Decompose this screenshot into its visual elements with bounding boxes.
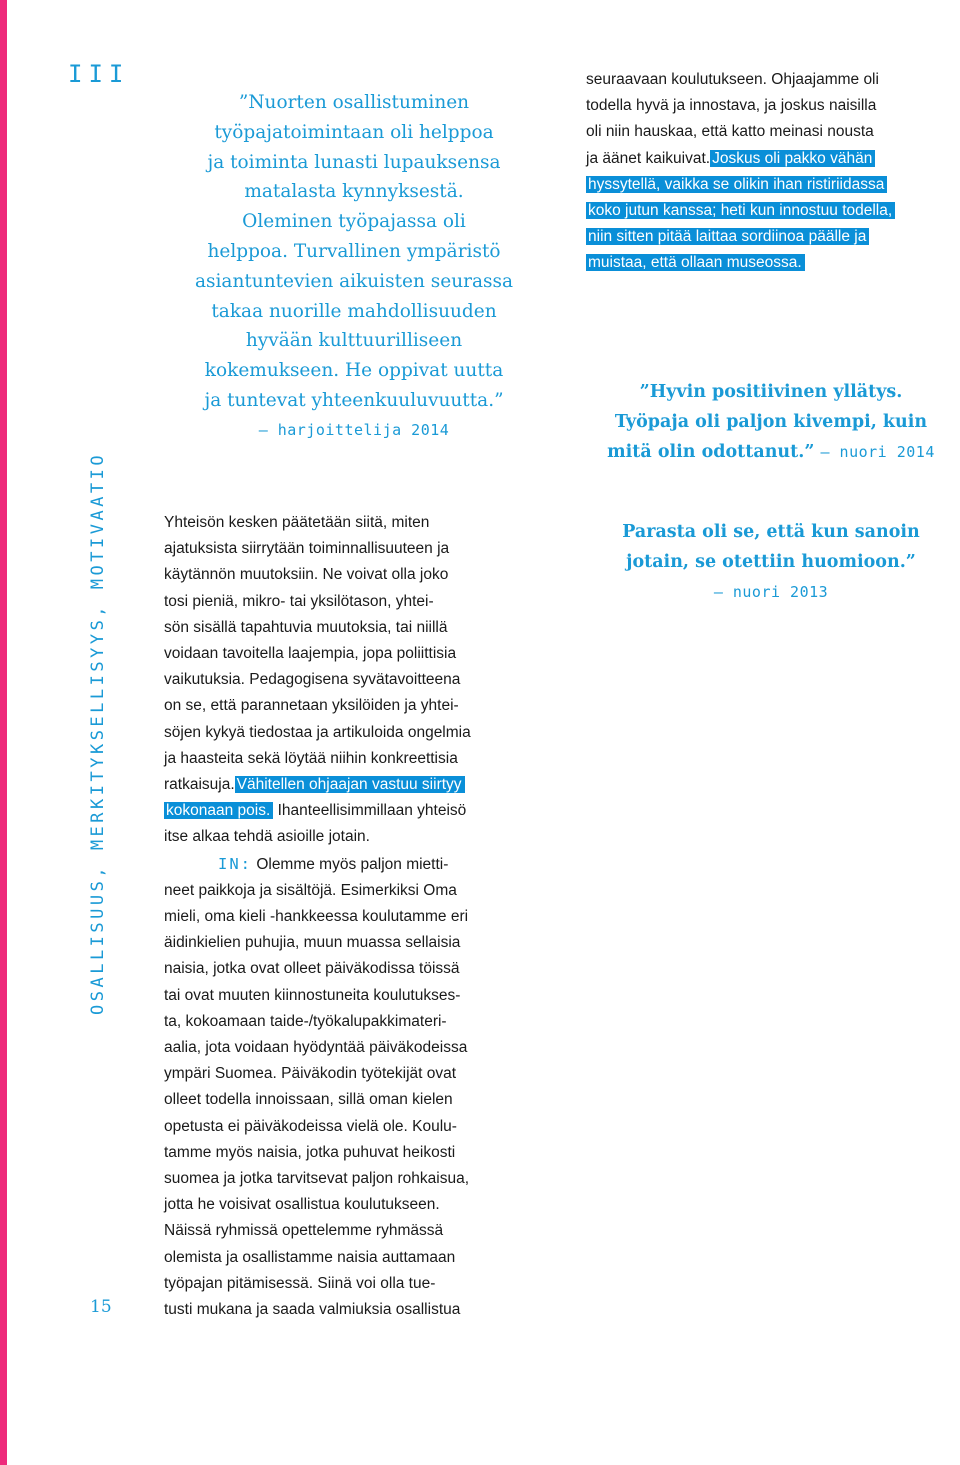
- pull-quote-3: [586, 518, 956, 607]
- body-line: olemista ja osallistamme naisia auttamaan: [164, 1248, 456, 1266]
- vertical-section-title: OSALLISUUS, MERKITYKSELLISYYS, MOTIVAATIO: [88, 451, 108, 1015]
- highlighted-text: niin sitten pitää laittaa sordiinoa päälle ja: [586, 228, 869, 245]
- body-line: [586, 224, 956, 250]
- quote-line: työpajatoimintaan oli helppoa: [214, 121, 494, 143]
- body-line: Yhteisön kesken päätetään siitä, miten: [164, 514, 430, 531]
- body-line: todella hyvä ja innostava, ja joskus naisilla: [586, 97, 877, 115]
- body-line: ympäri Suomea. Päiväkodin työtekijät ovat: [164, 1065, 457, 1083]
- quote-line: jotain, se otettiin huomioon.”: [626, 551, 916, 572]
- quote-line: ”Nuorten osallistuminen: [238, 92, 470, 113]
- quote-line: ja tuntevat yhteenkuuluvuutta.”: [204, 389, 504, 411]
- quote-line: ja toiminta lunasti lupauksensa: [207, 151, 501, 173]
- body-line: tusti mukana ja saada valmiuksia osallistua: [164, 1301, 461, 1319]
- body-text-fragment: ratkaisuja.: [164, 776, 235, 794]
- quote-line: [586, 438, 956, 468]
- quote-line: kokemukseen. He oppivat uutta: [204, 360, 504, 382]
- body-line: ta, kokoamaan taide-/työkalupakkimateri-: [164, 1012, 447, 1030]
- body-line: tosi pieniä, mikro- tai yksilötason, yhtei-: [164, 592, 434, 610]
- body-line: naisia, jotka ovat olleet päiväkodissa töissä: [164, 960, 460, 978]
- interviewer-label: IN:: [218, 854, 252, 873]
- quote-2-attribution: — nuori 2014: [820, 442, 935, 461]
- page-number: 15: [90, 1297, 112, 1317]
- body-line: [164, 798, 544, 824]
- body-line: opetusta ei päiväkodeissa vielä ole. Koulu-: [164, 1117, 457, 1135]
- body-line: [586, 146, 956, 172]
- body-line: voidaan tavoitella laajempia, jopa poliittisia: [164, 645, 457, 663]
- body-line: äidinkielien puhujia, muun muassa sellaisia: [164, 934, 461, 952]
- body-text-fragment: Olemme myös paljon mietti-: [256, 855, 449, 873]
- body-line: aalia, jota voidaan hyödyntää päiväkodeissa: [164, 1039, 468, 1057]
- body-line: itse alkaa tehdä asioille jotain.: [164, 828, 370, 846]
- body-line: ja haasteita sekä löytää niihin konkreettisia: [164, 749, 458, 767]
- highlighted-text: Joskus oli pakko vähän: [710, 150, 875, 167]
- quote-line: Parasta oli se, että kun sanoin: [622, 522, 920, 542]
- body-text-column: [164, 510, 544, 1323]
- pull-quote-1: [164, 88, 544, 446]
- highlighted-text: koko jutun kanssa; heti kun innostuu todella,: [586, 202, 895, 219]
- quote-1-attribution: — harjoittelija 2014: [258, 420, 450, 439]
- quote-line: takaa nuorille mahdollisuuden: [211, 300, 497, 322]
- quote-3-attribution: — nuori 2013: [713, 582, 829, 601]
- body-line: Näissä ryhmissä opettelemme ryhmässä: [164, 1222, 444, 1240]
- body-line: tai ovat muuten kiinnostuneita koulutukses-: [164, 986, 461, 1004]
- highlighted-text: kokonaan pois.: [164, 802, 273, 819]
- right-text-column: [586, 67, 956, 277]
- body-line: söjen kykyä tiedostaa ja artikuloida ongelmia: [164, 723, 471, 741]
- body-line: seuraavaan koulutukseen. Ohjaajamme oli: [586, 71, 879, 88]
- quote-line: matalasta kynnyksestä.: [244, 181, 464, 203]
- body-line: jotta he voisivat osallistua koulutukseen.: [164, 1196, 440, 1214]
- chapter-number: III: [68, 60, 130, 88]
- quote-line: hyvään kulttuurilliseen: [245, 330, 463, 352]
- quote-line: helppoa. Turvallinen ympäristö: [207, 240, 501, 262]
- body-line: ajatuksista siirrytään toiminnallisuuteen ja: [164, 540, 450, 558]
- body-line: neet paikkoja ja sisältöjä. Esimerkiksi Oma: [164, 881, 457, 899]
- body-line: [164, 851, 544, 878]
- quote-line: Työpaja oli paljon kivempi, kuin: [614, 411, 928, 432]
- highlighted-text: muistaa, että ollaan museossa.: [586, 254, 805, 271]
- highlighted-text: Vähitellen ohjaajan vastuu siirtyy: [235, 776, 465, 793]
- body-line: [164, 772, 544, 798]
- body-line: [586, 172, 956, 198]
- body-line: työpajan pitämisessä. Siinä voi olla tue-: [164, 1274, 436, 1292]
- body-line: on se, että parannetaan yksilöiden ja yhtei-: [164, 697, 459, 715]
- body-line: mieli, oma kieli -hankkeessa koulutamme eri: [164, 908, 469, 926]
- quote-text: mitä olin odottanut.”: [607, 441, 815, 462]
- body-line: tamme myös naisia, jotka puhuvat heikosti: [164, 1143, 456, 1161]
- body-line: olleet todella innoissaan, sillä oman kielen: [164, 1091, 453, 1109]
- body-line: vaikutuksia. Pedagogisena syvätavoitteena: [164, 671, 461, 689]
- pull-quote-2: [586, 378, 956, 467]
- body-text-fragment: Ihanteellisimmillaan yhteisö: [277, 802, 467, 820]
- pink-edge-bar: [0, 0, 7, 1465]
- quote-line: ”Hyvin positiivinen yllätys.: [639, 382, 903, 402]
- body-line: oli niin hauskaa, että katto meinasi nousta: [586, 123, 874, 141]
- quote-line: Oleminen työpajassa oli: [242, 211, 466, 233]
- highlighted-text: hyssytellä, vaikka se olikin ihan ristiriidassa: [586, 176, 887, 193]
- body-text-fragment: ja äänet kaikuivat.: [586, 149, 711, 167]
- quote-line: asiantuntevien aikuisten seurassa: [194, 270, 514, 292]
- body-line: [586, 250, 956, 276]
- body-line: käytännön muutoksiin. Ne voivat olla joko: [164, 566, 449, 584]
- body-line: [586, 198, 956, 224]
- body-line: suomea ja jotka tarvitsevat paljon rohkaisua,: [164, 1170, 469, 1188]
- body-line: sön sisällä tapahtuvia muutoksia, tai niillä: [164, 618, 448, 636]
